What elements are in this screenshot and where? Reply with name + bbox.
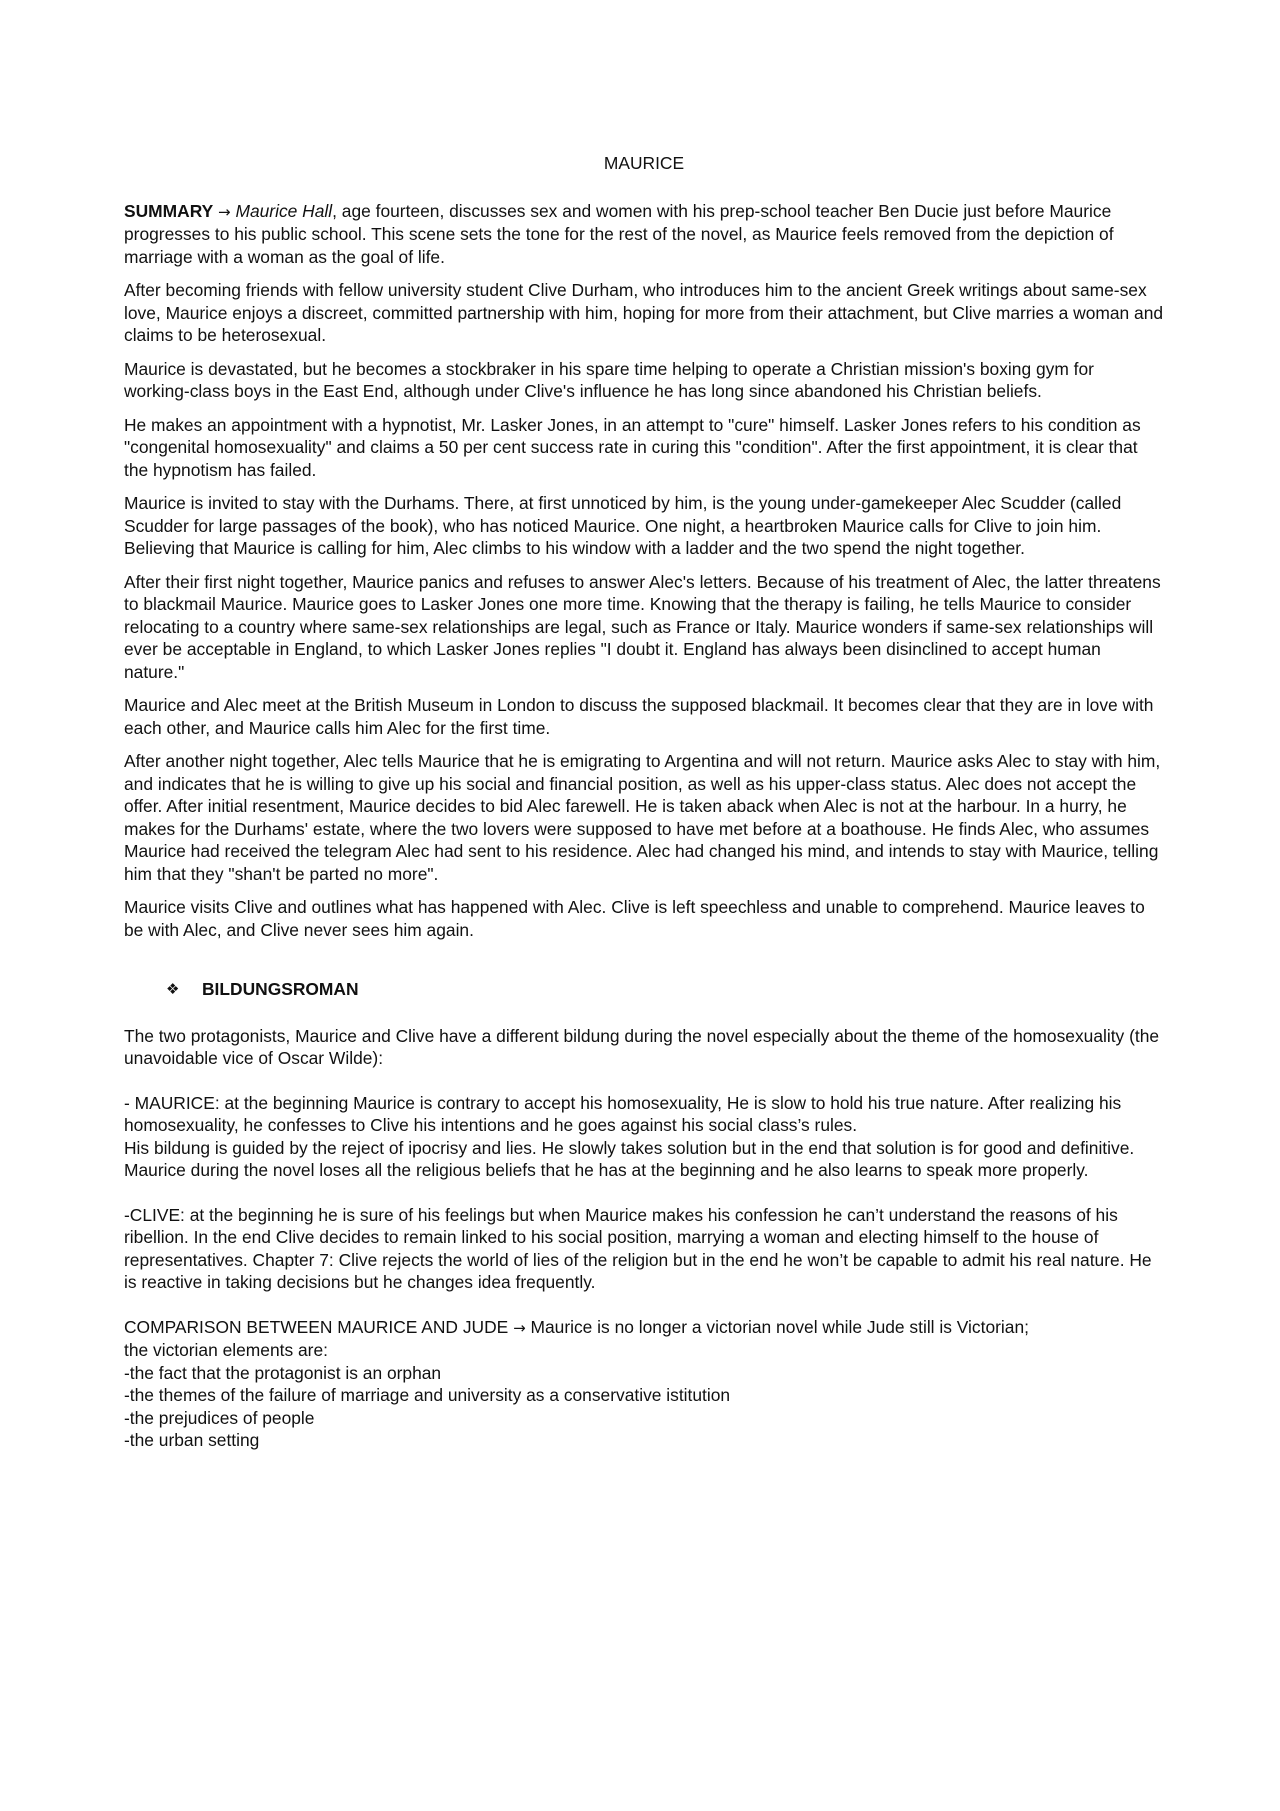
summary-paragraph: After another night together, Alec tells Maurice that he is emigrating to Argentina and will not return. Maurice asks Alec to stay with him, and indicates that he is willing to give up his social and financial position, as well as his upper-class status. Alec does not accept the offer. After initial resentment, Maurice decides to bid Alec farewell. He is taken aback when Alec is not at the harbour. In a hurry, he makes for the Durhams' estate, where the two lovers were supposed to have met before at a boathouse. He finds Alec, who assumes Maurice had received the telegram Alec had sent to his residence. Alec had changed his mind, and intends to stay with Maurice, telling him that they "shan't be parted no more". [124, 751, 1161, 884]
comparison-block [124, 1316, 1164, 1452]
maurice-bildung-block [124, 1092, 1164, 1182]
summary-paragraph: Maurice and Alec meet at the British Museum in London to discuss the supposed blackmail. It becomes clear that they are in love with each other, and Maurice calls him Alec for the first time. [124, 695, 1154, 738]
protagonist-name: Maurice Hall [235, 200, 333, 221]
comparison-line: -the urban setting [124, 1430, 260, 1450]
summary-label: SUMMARY [124, 200, 214, 221]
document-page [124, 152, 1164, 1452]
comparison-line: the victorian elements are: [124, 1340, 328, 1360]
right-arrow-icon: → [218, 202, 231, 221]
summary-paragraph-1 [124, 200, 1164, 269]
summary-paragraph: Maurice is devastated, but he becomes a stockbraker in his spare time helping to operate a Christian mission's boxing gym for working-class boys in the East End, although under Clive's influence he has long since abandoned his Christian beliefs. [124, 358, 1094, 401]
comparison-line: -the themes of the failure of marriage and university as a conservative istitution [124, 1385, 731, 1405]
maurice-bildung-line: Maurice during the novel loses all the religious beliefs that he has at the beginning and he also learns to speak more properly. [124, 1160, 1089, 1180]
bildungsroman-heading-row [166, 978, 1164, 1001]
maurice-bildung-line: His bildung is guided by the reject of ipocrisy and lies. He slowly takes solution but in the end that solution is for good and definitive. [124, 1137, 1135, 1158]
summary-paragraph-1-text: , age fourteen, discusses sex and women with his prep-school teacher Ben Ducie just before Maurice progresses to his public school. This scene sets the tone for the rest of the novel, as Maurice feels removed from the depiction of marriage with a woman as the goal of life. [124, 200, 1114, 267]
comparison-text: Maurice is no longer a victorian novel while Jude still is Victorian; [525, 1316, 1029, 1337]
comparison-line: -the prejudices of people [124, 1407, 315, 1428]
bildungsroman-intro: The two protagonists, Maurice and Clive have a different bildung during the novel especially about the theme of the homosexuality (the unavoidable vice of Oscar Wilde): [124, 1025, 1160, 1068]
diamond-bullet-icon: ❖ [166, 980, 180, 998]
summary-paragraph: Maurice is invited to stay with the Durhams. There, at first unnoticed by him, is the young under-gamekeeper Alec Scudder (called Scudder for large passages of the book), who has noticed Maurice. One night, a heartbroken Maurice calls for Clive to join him. Believing that Maurice is calling for him, Alec climbs to his window with a ladder and the two spend the night together. [124, 493, 1122, 558]
summary-paragraph: Maurice visits Clive and outlines what has happened with Alec. Clive is left speechless and unable to comprehend. Maurice leaves to be with Alec, and Clive never sees him again. [124, 897, 1145, 940]
bildungsroman-heading: BILDUNGSROMAN [202, 979, 359, 999]
comparison-line: -the fact that the protagonist is an orphan [124, 1362, 442, 1383]
maurice-bildung-line: - MAURICE: at the beginning Maurice is contrary to accept his homosexuality, He is slow to hold his true nature. After realizing his homosexuality, he confesses to Clive his intentions and he goes against his social class’s rules. [124, 1092, 1122, 1135]
document-title: MAURICE [603, 153, 685, 173]
summary-paragraph: After their first night together, Maurice panics and refuses to answer Alec's letters. Because of his treatment of Alec, the latter threatens to blackmail Maurice. Maurice goes to Lasker Jones one more time. Knowing that the therapy is failing, he tells Maurice to consider relocating to a country where same-sex relationships are legal, such as France or Italy. Maurice wonders if same-sex relationships will ever be acceptable in England, to which Lasker Jones replies "I doubt it. England has always been disinclined to accept human nature." [124, 571, 1161, 682]
comparison-heading: COMPARISON BETWEEN MAURICE AND JUDE [124, 1316, 509, 1337]
right-arrow-icon: → [513, 1318, 526, 1337]
comparison-heading-line [124, 1316, 1164, 1340]
clive-bildung-block: -CLIVE: at the beginning he is sure of his feelings but when Maurice makes his confession he can’t understand the reasons of his ribellion. In the end Clive decides to remain linked to his social position, marrying a woman and electing himself to the house of representatives. Chapter 7: Clive rejects the world of lies of the religion but in the end he won’t be capable to admit his real nature. He is reactive in taking decisions but he changes idea frequently. [124, 1204, 1152, 1292]
summary-paragraph: After becoming friends with fellow university student Clive Durham, who introduces him to the ancient Greek writings about same-sex love, Maurice enjoys a discreet, committed partnership with him, hoping for more from their attachment, but Clive marries a woman and claims to be heterosexual. [124, 280, 1164, 345]
summary-paragraph: He makes an appointment with a hypnotist, Mr. Lasker Jones, in an attempt to "cure" himself. Lasker Jones refers to his condition as "congenital homosexuality" and claims a 50 per cent success rate in curing this "condition". After the first appointment, it is clear that the hypnotism has failed. [124, 414, 1141, 480]
